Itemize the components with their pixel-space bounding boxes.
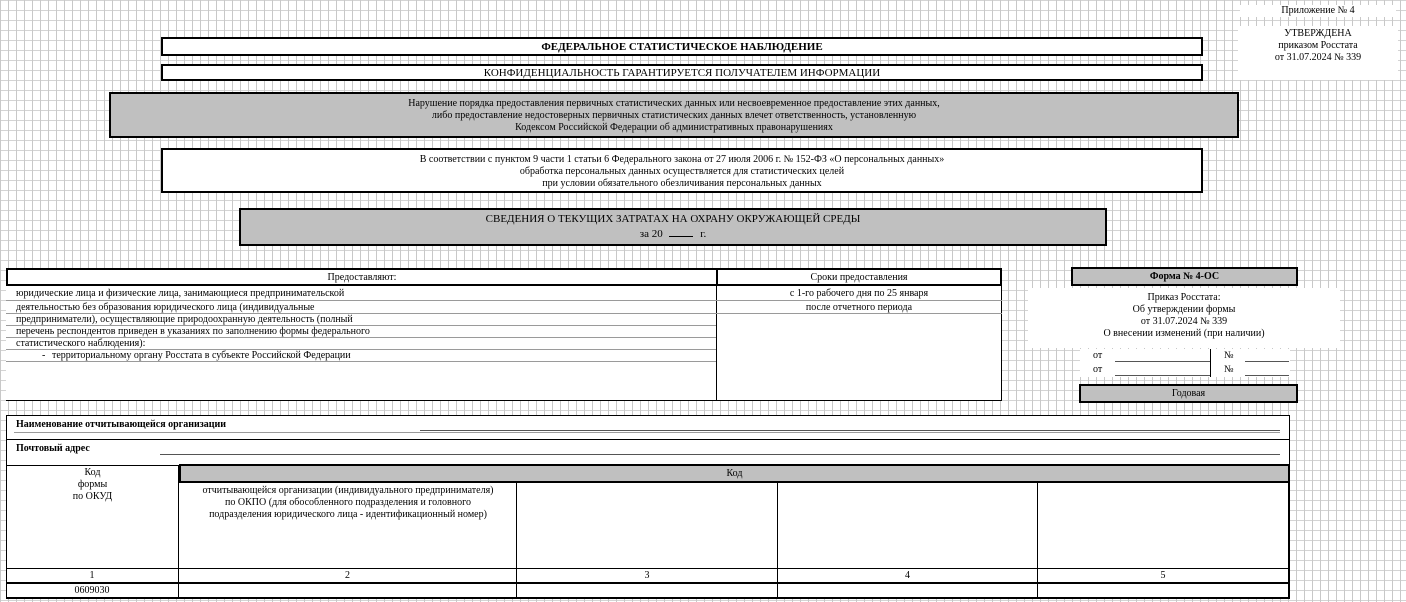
- form-number: Форма № 4-ОС: [1071, 267, 1298, 286]
- personal-line2: обработка персональных данных осуществляется для статистических целей: [519, 166, 845, 177]
- report-title: СВЕДЕНИЯ О ТЕКУЩИХ ЗАТРАТАХ НА ОХРАНУ ОКРУЖАЮЩЕЙ СРЕДЫ: [485, 213, 861, 225]
- order-line3: О внесении изменений (при наличии): [1103, 328, 1265, 339]
- column-number: 4: [905, 570, 910, 581]
- approval-line2: приказом Росстата: [1278, 40, 1358, 51]
- org-name-label: Наименование отчитывающейся организации: [16, 419, 227, 430]
- postal-address-label: Почтовый адрес: [16, 443, 90, 454]
- okud-code-value: 0609030: [74, 585, 110, 596]
- number-label: №: [1224, 350, 1234, 361]
- code-field-col5[interactable]: [1039, 585, 1287, 597]
- warning-line1: Нарушение порядка предоставления первичных статистических данных или несвоевременное предоставление этих данных,: [408, 98, 940, 109]
- okpo-header: [180, 485, 516, 521]
- report-year-prefix: за 20: [639, 228, 663, 240]
- column-number: 5: [1160, 570, 1166, 581]
- amendment-number-field[interactable]: [1245, 363, 1289, 376]
- order-line2: от 31.07.2024 № 339: [1140, 316, 1228, 327]
- deadlines-header: Сроки предоставления: [716, 268, 1002, 286]
- warning-line2: либо предоставление недостоверных первичных статистических данных влечет ответственность, установленную: [431, 110, 917, 121]
- personal-line3: при условии обязательного обезличивания персональных данных: [542, 178, 822, 189]
- provide-line: статистического наблюдения):: [16, 338, 146, 349]
- okud-header-line3: по ОКУД: [72, 491, 113, 502]
- recipient-text: территориальному органу Росстата в субъекте Российской Федерации: [52, 350, 351, 361]
- from-label: от: [1093, 364, 1103, 375]
- personal-data-notice: [161, 148, 1203, 193]
- confidentiality-notice: КОНФИДЕНЦИАЛЬНОСТЬ ГАРАНТИРУЕТСЯ ПОЛУЧАТЕЛЕМ ИНФОРМАЦИИ: [161, 64, 1203, 81]
- amendment-date-field[interactable]: [1115, 363, 1210, 376]
- column-number: 2: [345, 570, 350, 581]
- okpo-code-field[interactable]: [180, 585, 515, 597]
- order-block: [1028, 288, 1340, 348]
- code-field-col4[interactable]: [779, 585, 1036, 597]
- okud-header: [7, 467, 178, 503]
- amendment-date-field[interactable]: [1115, 349, 1210, 362]
- report-title-block: [239, 208, 1107, 246]
- okud-header-line1: Код: [84, 467, 101, 478]
- code-field-col3[interactable]: [518, 585, 776, 597]
- okud-header-line2: формы: [77, 479, 108, 490]
- okpo-line2: по ОКПО (для обособленного подразделения и головного: [225, 497, 471, 508]
- org-name-field[interactable]: [420, 417, 1280, 431]
- report-year-field[interactable]: [669, 227, 693, 237]
- provide-header: Предоставляют:: [6, 268, 718, 286]
- provide-line: предприниматели), осуществляющие природоохранную деятельность (полный: [16, 314, 353, 325]
- order-title: Приказ Росстата:: [1147, 292, 1221, 303]
- column-number: 1: [89, 570, 95, 581]
- column-number: 3: [644, 570, 650, 581]
- approval-line1: УТВЕРЖДЕНА: [1284, 28, 1352, 39]
- okpo-line3: подразделения юридического лица - идентификационный номер): [209, 509, 487, 520]
- code-header: Код: [179, 464, 1290, 483]
- personal-line1: В соответствии с пунктом 9 части 1 статьи 6 Федерального закона от 27 июля 2006 г. № 152-ФЗ «О персональных данных»: [419, 154, 945, 165]
- okpo-line1: отчитывающейся организации (индивидуального предпринимателя): [202, 485, 494, 496]
- liability-warning: [109, 92, 1239, 138]
- from-label: от: [1093, 350, 1103, 361]
- approval-block: [1238, 26, 1398, 80]
- provide-line: юридические лица и физические лица, занимающиеся предпринимательской: [16, 288, 345, 299]
- periodicity: Годовая: [1079, 384, 1298, 403]
- number-label: №: [1224, 364, 1234, 375]
- warning-line3: Кодексом Российской Федерации об административных правонарушениях: [515, 122, 833, 133]
- recipient-dash: -: [42, 350, 46, 361]
- deadline-line2: после отчетного периода: [805, 302, 913, 313]
- report-year-suffix: г.: [700, 228, 707, 240]
- order-line1: Об утверждении формы: [1132, 304, 1236, 315]
- approval-line3: от 31.07.2024 № 339: [1274, 52, 1362, 63]
- federal-observation-title: ФЕДЕРАЛЬНОЕ СТАТИСТИЧЕСКОЕ НАБЛЮДЕНИЕ: [161, 37, 1203, 56]
- report-year: [241, 227, 1105, 240]
- amendment-number-field[interactable]: [1245, 349, 1289, 362]
- provide-line: перечень респондентов приведен в указаниях по заполнению формы федерального: [16, 326, 370, 337]
- deadline-line1: с 1-го рабочего дня по 25 января: [789, 288, 929, 299]
- provide-line: деятельностью без образования юридического лица (индивидуальные: [16, 302, 315, 313]
- postal-address-field[interactable]: [160, 441, 1280, 455]
- appendix-label: Приложение № 4: [1240, 5, 1396, 17]
